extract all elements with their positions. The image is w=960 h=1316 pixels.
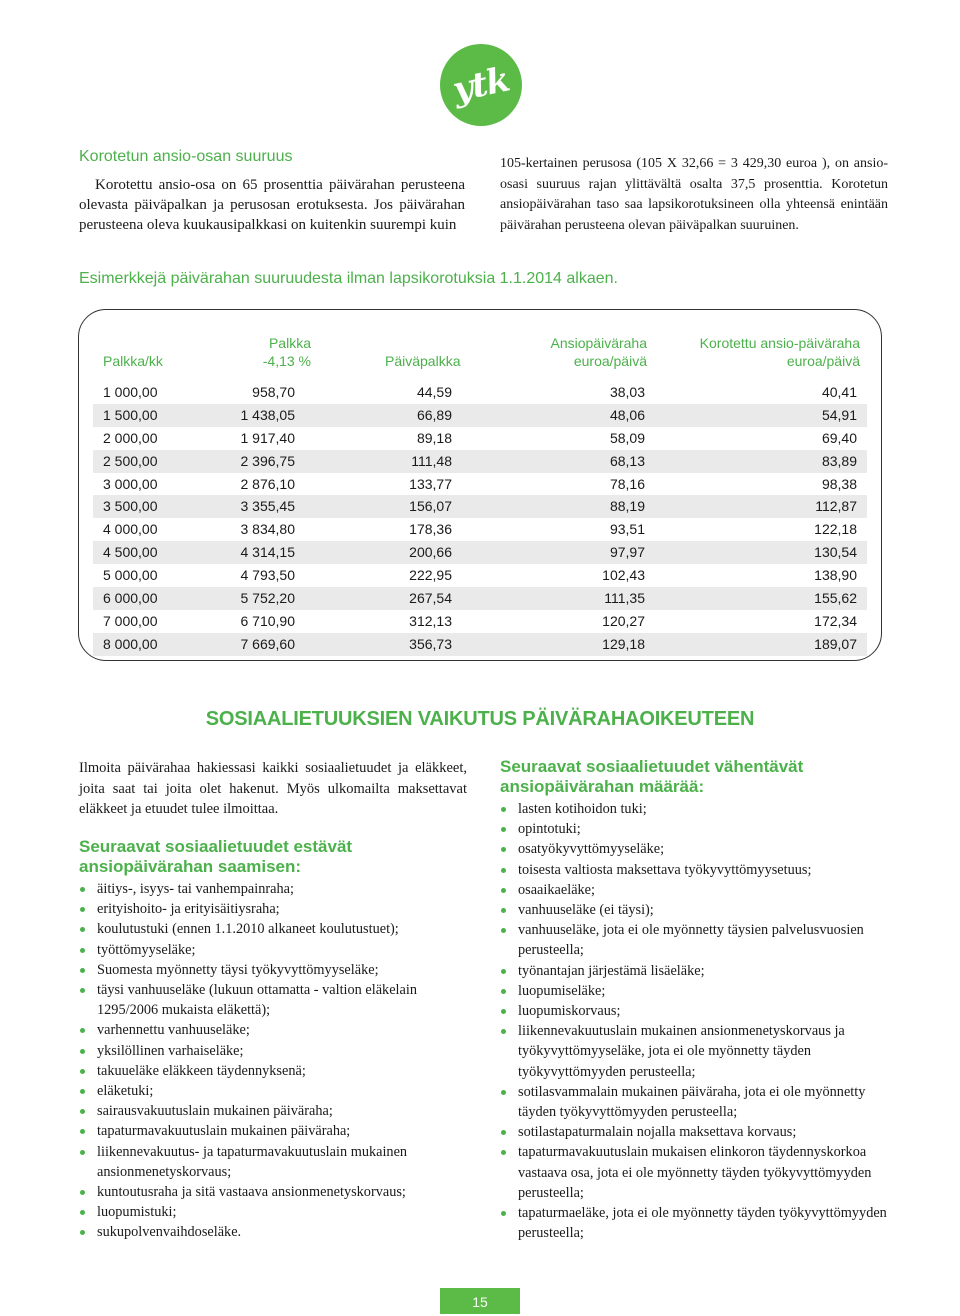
header-palkka-kk: Palkka/kk: [103, 353, 163, 369]
cell-palkka-kk: 1 500,00: [103, 406, 158, 423]
cell-paivapalkka: 44,59: [416, 384, 452, 400]
table-row: [93, 633, 867, 656]
cell-palkka-kk: 7 000,00: [103, 612, 158, 629]
list-item: luopumiseläke;: [500, 981, 892, 1001]
table-row: [93, 564, 867, 587]
logo-text: ytk: [449, 59, 513, 111]
list-item: Suomesta myönnetty täysi työkyvyttömyyseläke;: [79, 960, 467, 980]
cell-palkka: 4 793,50: [240, 567, 295, 584]
cell-ansiopaivaraha: 68,13: [609, 452, 645, 469]
list-item: luopumistuki;: [79, 1202, 467, 1222]
header-palkka-line2: -4,13 %: [262, 353, 311, 369]
cell-paivapalkka: 66,89: [416, 406, 452, 423]
header-palkka-line1: Palkka: [268, 335, 311, 351]
text-left-intro: Korotettu ansio-osa on 65 prosenttia päivärahan perusteena olevasta päiväpalkan ja perusosan erotuksesta. Jos päivärahan perusteena oleva kuukausipalkkasi on kuitenkin suurempi kuin: [79, 177, 465, 233]
list-item: sairausvakuutuslain mukainen päiväraha;: [79, 1101, 467, 1121]
cell-palkka-kk: 6 000,00: [103, 590, 158, 607]
table-row: [93, 518, 867, 541]
list-item: kuntoutusraha ja sitä vastaava ansionmenetyskorvaus;: [79, 1182, 467, 1202]
list-item: työnantajan järjestämä lisäeläke;: [500, 961, 892, 981]
list-item: koulutustuki (ennen 1.1.2010 alkaneet koulutustuet);: [79, 919, 467, 939]
right-heading: [500, 757, 890, 797]
cell-korotettu: 155,62: [814, 590, 857, 607]
table-row: [93, 541, 867, 564]
ytk-logo: [440, 44, 522, 126]
cell-palkka: 958,70: [252, 384, 295, 400]
cell-korotettu: 40,41: [821, 384, 857, 400]
left-heading: [79, 837, 469, 877]
list-item: äitiys-, isyys- tai vanhempainraha;: [79, 879, 467, 899]
cell-paivapalkka: 89,18: [416, 429, 452, 446]
list-item: lasten kotihoidon tuki;: [500, 799, 892, 819]
cell-ansiopaivaraha: 93,51: [609, 521, 645, 538]
cell-paivapalkka: 133,77: [409, 475, 452, 492]
salary-table: [78, 309, 882, 661]
list-item: liikennevakuutus- ja tapaturmavakuutuslain mukainen ansionmenetyskorvaus;: [79, 1142, 467, 1182]
header-korotettu-line1: Korotettu ansio-päiväraha: [699, 335, 860, 351]
list-item: vanhuuseläke, jota ei ole myönnetty täysien palvelusvuosien perusteella;: [500, 920, 892, 960]
cell-palkka-kk: 4 500,00: [103, 544, 158, 561]
cell-korotettu: 69,40: [821, 429, 857, 446]
cell-palkka: 6 710,90: [240, 612, 295, 629]
cell-ansiopaivaraha: 120,27: [602, 612, 645, 629]
cell-ansiopaivaraha: 38,03: [609, 384, 645, 400]
cell-korotettu: 54,91: [821, 406, 857, 423]
list-item: varhennettu vanhuuseläke;: [79, 1020, 467, 1040]
cell-paivapalkka: 156,07: [409, 498, 452, 515]
list-reducing-benefits: [500, 799, 892, 1243]
cell-palkka-kk: 8 000,00: [103, 635, 158, 652]
cell-korotettu: 172,34: [814, 612, 857, 629]
cell-palkka-kk: 4 000,00: [103, 521, 158, 538]
intro-text: Ilmoita päivärahaa hakiessasi kaikki sosiaalietuudet ja eläkkeet, joita saat tai joita olet hakenut. Myös ulkomailta maksettavat eläkkeet ja etuudet tulee ilmoittaa.: [79, 760, 467, 817]
cell-ansiopaivaraha: 102,43: [602, 567, 645, 584]
table-row: [93, 381, 867, 404]
table-row: [93, 404, 867, 427]
table-row: [93, 450, 867, 473]
cell-paivapalkka: 200,66: [409, 544, 452, 561]
list-item: osatyökyvyttömyyseläke;: [500, 839, 892, 859]
left-heading-line2: ansiopäivärahan saamisen:: [79, 857, 302, 876]
cell-palkka: 3 355,45: [240, 498, 295, 515]
cell-paivapalkka: 356,73: [409, 635, 452, 652]
cell-ansiopaivaraha: 88,19: [609, 498, 645, 515]
cell-palkka-kk: 2 000,00: [103, 429, 158, 446]
list-item: liikennevakuutuslain mukainen ansionmenetyskorvaus ja työkyvyttömyyseläke, jota ei ole myönnetty täyden työkyvyttömyyden perusteella;: [500, 1021, 892, 1082]
cell-palkka: 3 834,80: [240, 521, 295, 538]
list-item: eläketuki;: [79, 1081, 467, 1101]
list-item: toisesta valtiosta maksettava työkyvyttömyysetuus;: [500, 860, 892, 880]
cell-ansiopaivaraha: 78,16: [609, 475, 645, 492]
cell-korotettu: 189,07: [814, 635, 857, 652]
list-item: opintotuki;: [500, 819, 892, 839]
list-item: sotilasvammalain mukainen päiväraha, jota ei ole myönnetty täyden työkyvyttömyyden perusteella;: [500, 1082, 892, 1122]
cell-ansiopaivaraha: 48,06: [609, 406, 645, 423]
cell-ansiopaivaraha: 97,97: [609, 544, 645, 561]
list-item: tapaturmaeläke, jota ei ole myönnetty täyden työkyvyttömyyden perusteella;: [500, 1203, 892, 1243]
list-item: takuueläke eläkkeen täydennyksenä;: [79, 1061, 467, 1081]
header-ansiopaivaraha-line1: Ansiopäiväraha: [550, 335, 647, 351]
section-title: SOSIAALIETUUKSIEN VAIKUTUS PÄIVÄRAHAOIKEUTEEN: [205, 708, 755, 730]
list-item: osaaikaeläke;: [500, 880, 892, 900]
cell-korotettu: 83,89: [821, 452, 857, 469]
cell-paivapalkka: 222,95: [409, 567, 452, 584]
table-row: [93, 427, 867, 450]
cell-korotettu: 138,90: [814, 567, 857, 584]
cell-paivapalkka: 178,36: [409, 521, 452, 538]
cell-ansiopaivaraha: 111,35: [604, 590, 645, 607]
cell-palkka: 2 876,10: [240, 475, 295, 492]
heading-examples: Esimerkkejä päivärahan suuruudesta ilman lapsikorotuksia 1.1.2014 alkaen.: [79, 270, 618, 287]
right-heading-line2: ansiopäivärahan määrää:: [500, 777, 705, 796]
table-row: [93, 610, 867, 633]
right-heading-line1: Seuraavat sosiaalietuudet vähentävät: [500, 757, 804, 776]
header-korotettu-line2: euroa/päivä: [786, 353, 860, 369]
table-header: [79, 310, 881, 380]
cell-palkka-kk: 5 000,00: [103, 567, 158, 584]
cell-palkka: 4 314,15: [240, 544, 295, 561]
cell-korotettu: 130,54: [814, 544, 857, 561]
cell-palkka: 2 396,75: [240, 452, 295, 469]
cell-korotettu: 98,38: [821, 475, 857, 492]
cell-palkka-kk: 3 000,00: [103, 475, 158, 492]
list-item: täysi vanhuuseläke (lukuun ottamatta - valtion eläkelain 1295/2006 mukaista eläkettä);: [79, 980, 467, 1020]
header-ansiopaivaraha-line2: euroa/päivä: [573, 353, 647, 369]
cell-paivapalkka: 267,54: [409, 590, 452, 607]
table-row: [93, 495, 867, 518]
header-paivapalkka: Päiväpalkka: [385, 353, 461, 369]
list-item: tapaturmavakuutuslain mukaisen elinkoron täydennyskorkoa vastaava osa, jota ei ole myönnetty täyden työkyvyttömyyden perusteella;: [500, 1142, 892, 1203]
cell-paivapalkka: 312,13: [409, 612, 452, 629]
cell-paivapalkka: 111,48: [411, 452, 452, 469]
list-item: sotilastapaturmalain nojalla maksettava korvaus;: [500, 1122, 892, 1142]
list-item: vanhuuseläke (ei täysi);: [500, 900, 892, 920]
cell-ansiopaivaraha: 58,09: [609, 429, 645, 446]
heading-korotetun-ansio-osa: Korotetun ansio-osan suuruus: [79, 148, 293, 165]
list-item: työttömyyseläke;: [79, 940, 467, 960]
table-row: [93, 587, 867, 610]
table-row: [93, 473, 867, 496]
list-item: yksilöllinen varhaiseläke;: [79, 1041, 467, 1061]
cell-palkka-kk: 2 500,00: [103, 452, 158, 469]
list-preventing-benefits: [79, 879, 467, 1243]
cell-palkka: 5 752,20: [240, 590, 295, 607]
left-heading-line1: Seuraavat sosiaalietuudet estävät: [79, 837, 353, 856]
cell-palkka: 1 917,40: [240, 429, 295, 446]
page-number: 15: [440, 1288, 520, 1314]
cell-palkka: 7 669,60: [240, 635, 295, 652]
list-item: tapaturmavakuutuslain mukainen päiväraha;: [79, 1121, 467, 1141]
table-body: [93, 381, 867, 656]
cell-korotettu: 122,18: [814, 521, 857, 538]
cell-palkka-kk: 3 500,00: [103, 498, 158, 515]
cell-palkka: 1 438,05: [240, 406, 295, 423]
list-item: sukupolvenvaihdoseläke.: [79, 1222, 467, 1242]
cell-ansiopaivaraha: 129,18: [602, 635, 645, 652]
text-right-intro: 105-kertainen perusosa (105 X 32,66 = 3 429,30 euroa ), on ansio-osasi suuruus rajan ylittävältä osalta 37,5 prosenttia. Korotetun ansiopäivärahan taso saa lapsikorotuksineen olla yhteensä enintään päivärahan perusteena olevan päiväpalkan suuruinen.: [500, 156, 888, 233]
list-item: luopumiskorvaus;: [500, 1001, 892, 1021]
cell-palkka-kk: 1 000,00: [103, 384, 158, 400]
cell-korotettu: 112,87: [815, 498, 857, 515]
list-item: erityishoito- ja erityisäitiysraha;: [79, 899, 467, 919]
